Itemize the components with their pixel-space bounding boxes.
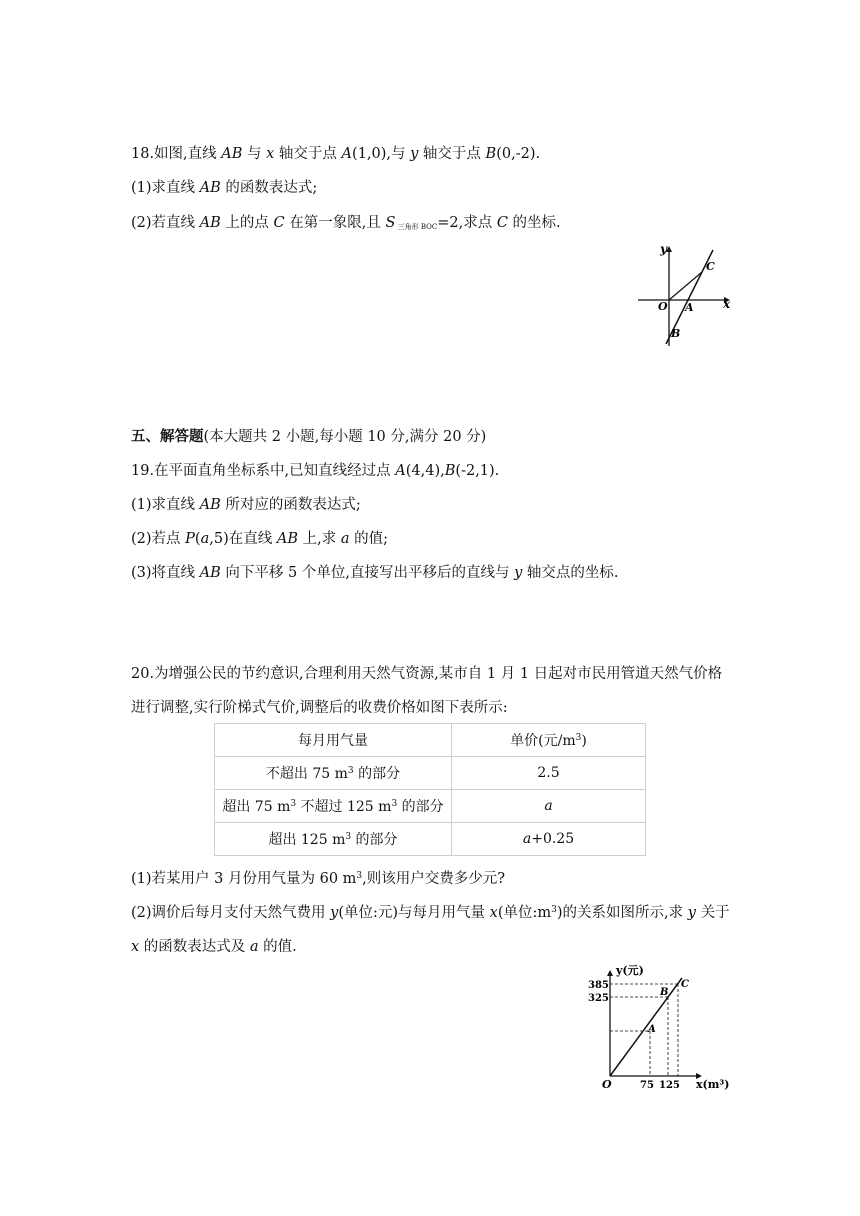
- table-row: [215, 823, 646, 856]
- table-cell: 2.5: [452, 757, 646, 790]
- point-a-label: A: [648, 1024, 656, 1035]
- c-label: C: [706, 260, 715, 273]
- a-label: A: [685, 301, 694, 314]
- y-axis-label: y(元): [616, 964, 644, 977]
- segment-oc: [669, 272, 702, 300]
- q20-part2-cont: x 的函数表达式及 a 的值.: [131, 939, 297, 955]
- graph-line: [610, 978, 682, 1076]
- point-c-label: C: [681, 979, 689, 990]
- table-cell: 超出 125 $m^3$ 的部分: [215, 823, 452, 856]
- x-tick-125: 125: [659, 1080, 680, 1091]
- y-axis-arrow: [607, 970, 613, 976]
- table-cell: a: [452, 790, 646, 823]
- q18-part2: (2)若直线 AB 上的点 C 在第一象限,且 S $_{三角形 BOC}$=2,求点 C 的坐标.: [131, 215, 561, 231]
- table-row: [215, 757, 646, 790]
- q19-part1: (1)求直线 AB 所对应的函数表达式;: [131, 497, 361, 513]
- table-cell: 超出 75 $m^3$ 不超过 125 $m^3$ 的部分: [215, 790, 452, 823]
- q18-part1: (1)求直线 AB 的函数表达式;: [131, 180, 318, 196]
- q20-stem-line1: 20.为增强公民的节约意识,合理利用天然气资源,某市自 1 月 1 日起对市民用管道天然气价格: [131, 666, 723, 682]
- section-five-heading: 五、解答题(本大题共 2 小题,每小题 10 分,满分 20 分): [131, 428, 487, 445]
- point-b-label: B: [660, 987, 669, 998]
- q20-stem-line2: 进行调整,实行阶梯式气价,调整后的收费价格如图下表所示:: [131, 700, 508, 716]
- x-label: x: [723, 297, 731, 311]
- table-cell: 不超出 75 $m^3$ 的部分: [215, 757, 452, 790]
- table-header-cell: 单价(元$/m^3$): [452, 724, 646, 757]
- x-axis-label: x(m³): [696, 1078, 730, 1091]
- table-header-cell: 每月用气量: [215, 724, 452, 757]
- table-row: [215, 790, 646, 823]
- q18-stem: 18.如图,直线 AB 与 x 轴交于点 A(1,0),与 y 轴交于点 B(0,-2).: [131, 146, 541, 162]
- q19-part2: (2)若点 P(a,5)在直线 AB 上,求 a 的值;: [131, 531, 388, 547]
- table-cell: a+0.25: [452, 823, 646, 856]
- x-tick-75: 75: [640, 1080, 654, 1091]
- b-label: B: [671, 327, 681, 340]
- q19-stem: 19.在平面直角坐标系中,已知直线经过点 A(4,4),B(-2,1).: [131, 463, 500, 479]
- price-table: [214, 723, 646, 856]
- table-row: [215, 724, 646, 757]
- o-label: O: [658, 300, 668, 313]
- y-tick-385: 385: [588, 980, 609, 991]
- y-label: y: [660, 242, 667, 256]
- o-label: O: [602, 1078, 612, 1091]
- q20-graph: [586, 964, 736, 1092]
- q20-part1: (1)若某用户 3 月份用气量为 60 $m^3$,则该用户交费多少元?: [131, 871, 506, 887]
- q18-figure: [630, 238, 740, 350]
- q19-part3: (3)将直线 AB 向下平移 5 个单位,直接写出平移后的直线与 y 轴交点的坐标.: [131, 565, 619, 581]
- q20-part2: (2)调价后每月支付天然气费用 y(单位:元)与每月用气量 x(单位$:m^3$)的关系如图所示,求 y 关于: [131, 905, 730, 921]
- y-tick-325: 325: [588, 993, 609, 1004]
